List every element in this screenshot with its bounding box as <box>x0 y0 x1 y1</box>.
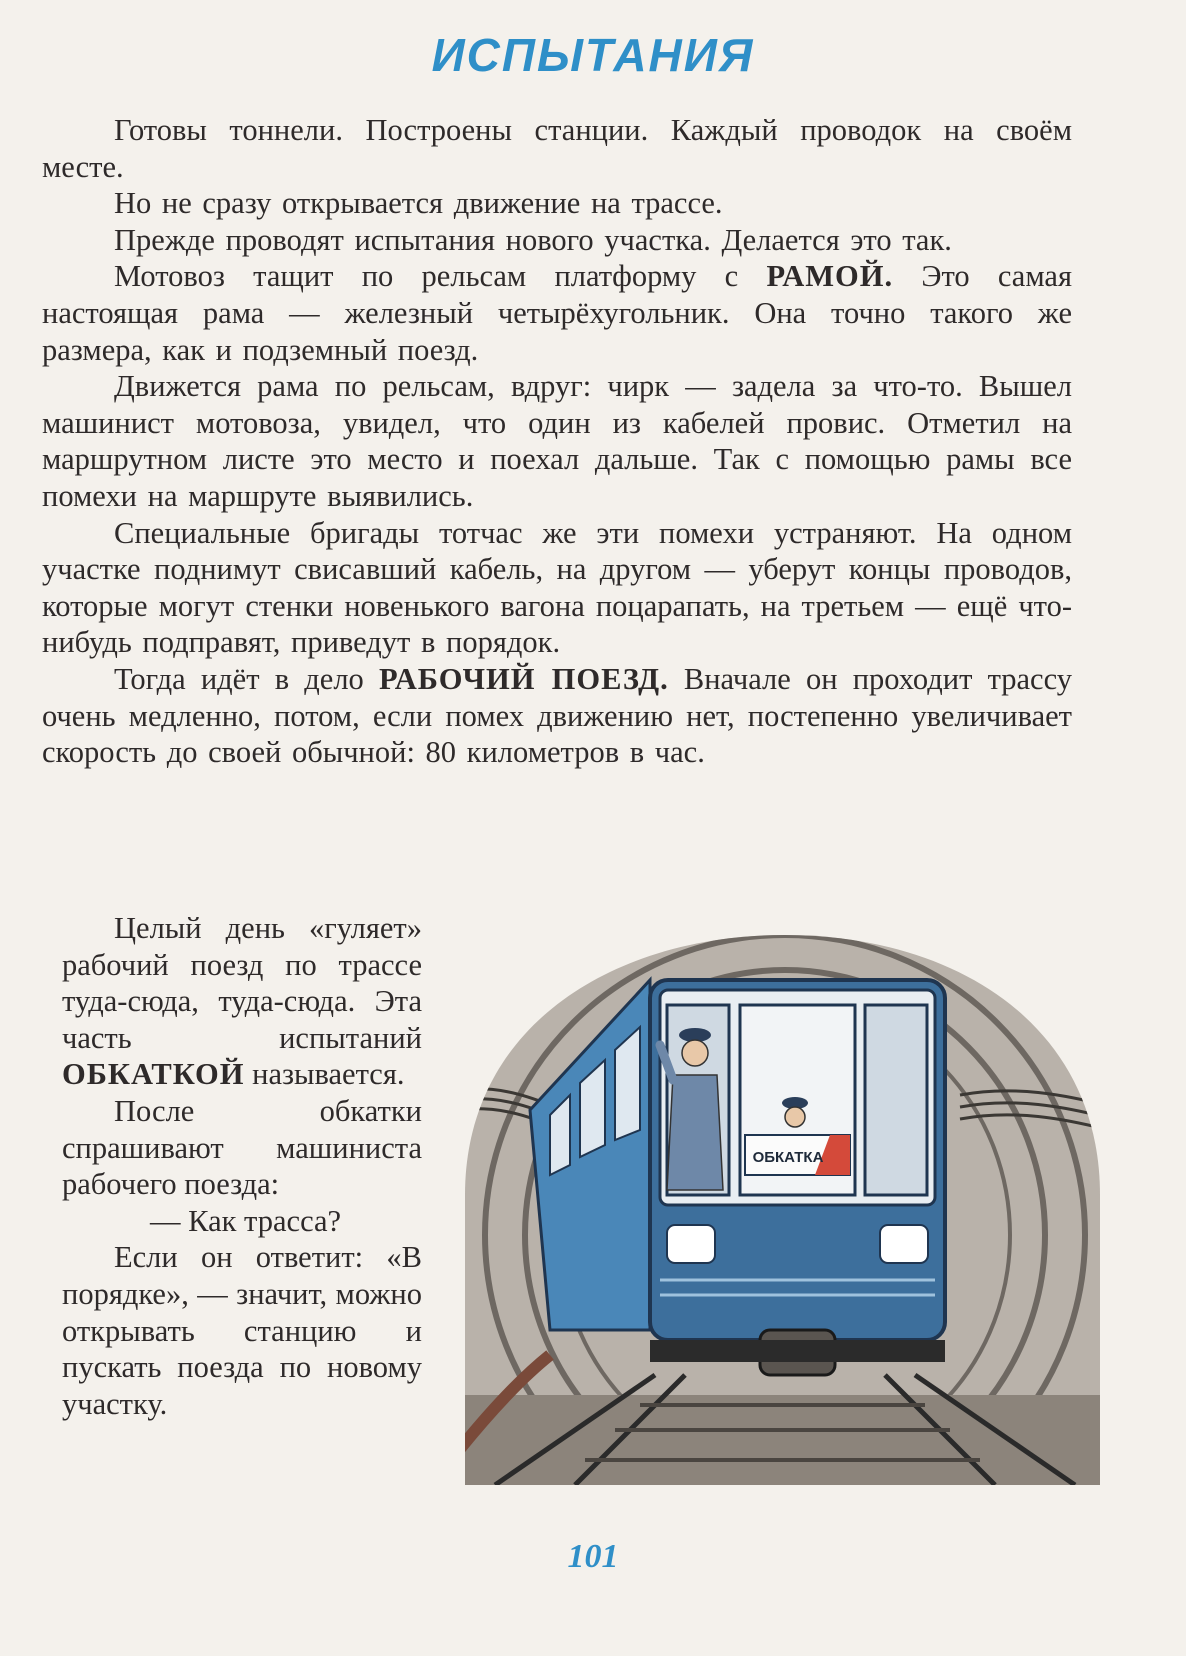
paragraph: Движется рама по рельсам, вдруг: чирк — задела за что-то. Вышел машинист мотовоза, увидел, что один из кабелей провис. Отметил на маршрутном листе это место и поехал дальше. Так с помощью рамы все помехи на маршруте выявились. <box>42 369 1072 513</box>
page-title: ИСПЫТАНИЯ <box>431 29 755 81</box>
text-run: Тогда идёт в дело <box>114 661 379 696</box>
paragraph: После обкатки спрашивают машиниста рабочего поезда: <box>62 1093 422 1202</box>
paragraph: Прежде проводят испытания нового участка. Делается это так. <box>114 222 952 257</box>
emphasis-term: РАМОЙ. <box>766 259 894 294</box>
text-run: Это самая настоящая рама — железный четырёхугольник. Она точно такого же размера, как и подземный поезд. <box>42 259 1072 367</box>
text-run: Вначале он проходит трассу очень медленно, потом, если помех движению нет, постепенно увеличивает скорость до своей обычной: 80 километров в час. <box>42 661 1072 770</box>
paragraph: Если он ответит: «В порядке», — значит, можно открывать станцию и пускать поезда по новому участку. <box>62 1240 422 1421</box>
headlight-right <box>880 1225 928 1263</box>
paragraph <box>42 661 1072 771</box>
side-text-column <box>62 910 422 1422</box>
sign-text: ОБКАТКА <box>752 1149 824 1166</box>
text-run: называется. <box>244 1057 405 1092</box>
headlight-left <box>667 1225 715 1263</box>
paragraph: Но не сразу открывается движение на трассе. <box>114 186 723 221</box>
paragraph <box>62 910 422 1093</box>
text-run: Мотовоз тащит по рельсам платформу с <box>114 259 767 294</box>
emphasis-term: РАБОЧИЙ ПОЕЗД. <box>379 661 669 696</box>
paragraph: Готовы тоннели. Построены станции. Каждый проводок на своём месте. <box>42 113 1072 184</box>
page-number: 101 <box>567 1538 619 1575</box>
metro-train-illustration <box>455 935 1105 1485</box>
paragraph <box>42 258 1072 368</box>
main-text <box>42 112 1072 771</box>
route-sign <box>745 1135 850 1175</box>
paragraph: Специальные бригады тотчас же эти помехи устраняют. На одном участке поднимут свисавший кабель, на другом — уберут концы проводов, которые могут стенки новенького вагона поцарапать, на третьем — ещё что-нибудь подправят, приведут в порядок. <box>42 515 1072 660</box>
text-run: Целый день «гуляет» рабочий поезд по трассе туда-сюда, туда-сюда. Эта часть испытаний <box>62 911 422 1055</box>
undercarriage <box>650 1340 945 1362</box>
dialogue-line: — Как трасса? <box>150 1203 342 1238</box>
second-driver-figure <box>782 1097 808 1127</box>
cab-window-right <box>865 1005 927 1195</box>
emphasis-term: ОБКАТКОЙ <box>62 1057 245 1092</box>
